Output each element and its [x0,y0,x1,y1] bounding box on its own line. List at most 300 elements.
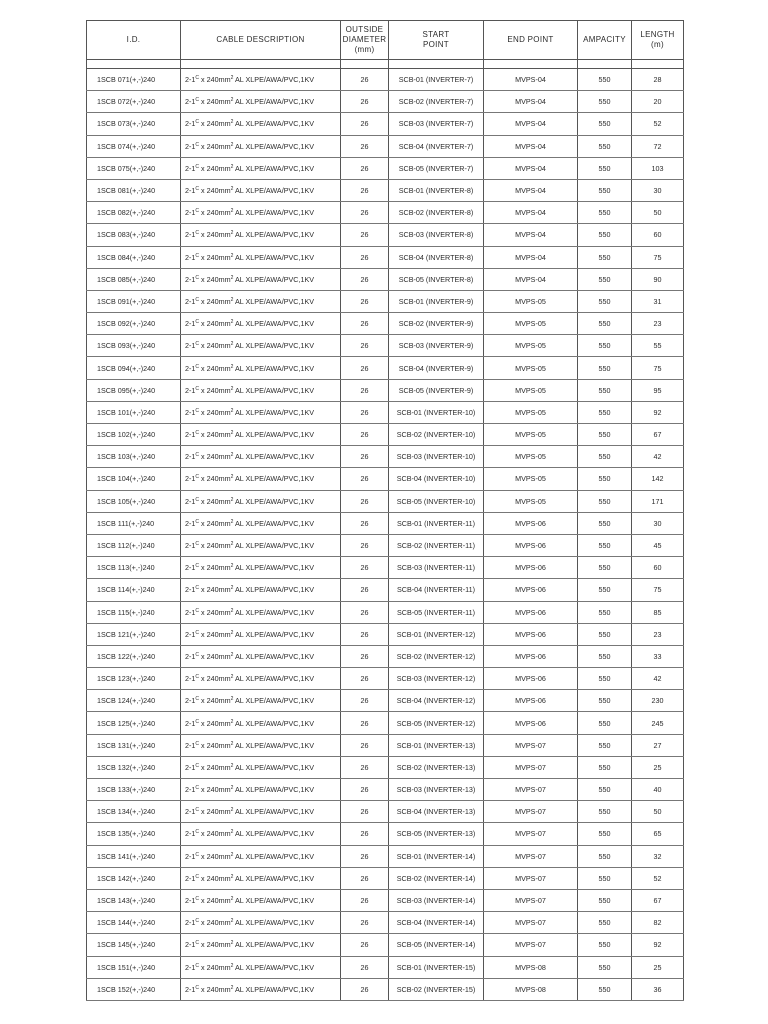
cable-description-cell: $2-1^C$ x $240mm^2$ AL XLPE/AWA/PVC,1KV [181,845,341,867]
outside-diameter-cell: 26 [341,756,389,778]
cable-description-cell: $2-1^C$ x $240mm^2$ AL XLPE/AWA/PVC,1KV [181,956,341,978]
table-row [87,956,684,978]
outside-diameter-cell: 26 [341,712,389,734]
outside-diameter-cell: 26 [341,734,389,756]
cable-id-cell: 1SCB 142(+,-)240 [87,867,181,889]
ampacity-cell: 550 [578,179,632,201]
end-point-cell: MVPS-05 [484,357,578,379]
cable-id-cell: 1SCB 145(+,-)240 [87,934,181,956]
start-point-cell: SCB-03 (INVERTER-8) [389,224,484,246]
table-row [87,579,684,601]
cable-description-cell: $2-1^C$ x $240mm^2$ AL XLPE/AWA/PVC,1KV [181,601,341,623]
length-cell: 60 [632,557,684,579]
ampacity-cell: 550 [578,978,632,1000]
length-cell: 25 [632,756,684,778]
outside-diameter-cell: 26 [341,335,389,357]
end-point-cell: MVPS-06 [484,645,578,667]
end-point-cell: MVPS-07 [484,889,578,911]
ampacity-cell: 550 [578,490,632,512]
cable-id-cell: 1SCB 075(+,-)240 [87,157,181,179]
cable-id-cell: 1SCB 144(+,-)240 [87,912,181,934]
ampacity-cell: 550 [578,579,632,601]
outside-diameter-cell: 26 [341,601,389,623]
start-point-cell: SCB-02 (INVERTER-11) [389,534,484,556]
cable-description-cell: $2-1^C$ x $240mm^2$ AL XLPE/AWA/PVC,1KV [181,889,341,911]
length-cell: 27 [632,734,684,756]
table-row [87,468,684,490]
length-cell: 95 [632,379,684,401]
outside-diameter-cell: 26 [341,645,389,667]
ampacity-cell: 550 [578,69,632,91]
outside-diameter-cell: 26 [341,801,389,823]
length-cell: 20 [632,91,684,113]
outside-diameter-cell: 26 [341,668,389,690]
start-point-cell: SCB-05 (INVERTER-11) [389,601,484,623]
cable-id-cell: 1SCB 084(+,-)240 [87,246,181,268]
ampacity-cell: 550 [578,690,632,712]
ampacity-cell: 550 [578,845,632,867]
cable-id-cell: 1SCB 122(+,-)240 [87,645,181,667]
cable-id-cell: 1SCB 125(+,-)240 [87,712,181,734]
outside-diameter-cell: 26 [341,978,389,1000]
end-point-cell: MVPS-05 [484,313,578,335]
start-point-cell: SCB-03 (INVERTER-9) [389,335,484,357]
length-cell: 92 [632,934,684,956]
table-row [87,335,684,357]
end-point-cell: MVPS-06 [484,668,578,690]
cable-id-cell: 1SCB 082(+,-)240 [87,202,181,224]
start-point-cell: SCB-02 (INVERTER-14) [389,867,484,889]
end-point-cell: MVPS-06 [484,579,578,601]
length-cell: 60 [632,224,684,246]
length-cell: 65 [632,823,684,845]
cable-description-cell: $2-1^C$ x $240mm^2$ AL XLPE/AWA/PVC,1KV [181,69,341,91]
ampacity-cell: 550 [578,202,632,224]
cable-description-cell: $2-1^C$ x $240mm^2$ AL XLPE/AWA/PVC,1KV [181,756,341,778]
ampacity-cell: 550 [578,557,632,579]
cable-description-cell: $2-1^C$ x $240mm^2$ AL XLPE/AWA/PVC,1KV [181,623,341,645]
cable-id-cell: 1SCB 093(+,-)240 [87,335,181,357]
cable-schedule-sheet [86,20,683,1001]
start-point-cell: SCB-05 (INVERTER-7) [389,157,484,179]
header-cable-description: CABLE DESCRIPTION [181,21,341,60]
length-cell: 31 [632,290,684,312]
length-cell: 50 [632,202,684,224]
end-point-cell: MVPS-07 [484,734,578,756]
length-cell: 28 [632,69,684,91]
table-row [87,779,684,801]
outside-diameter-cell: 26 [341,202,389,224]
outside-diameter-cell: 26 [341,290,389,312]
ampacity-cell: 550 [578,912,632,934]
start-point-cell: SCB-02 (INVERTER-7) [389,91,484,113]
cable-description-cell: $2-1^C$ x $240mm^2$ AL XLPE/AWA/PVC,1KV [181,645,341,667]
table-row [87,623,684,645]
start-point-cell: SCB-04 (INVERTER-11) [389,579,484,601]
cable-description-cell: $2-1^C$ x $240mm^2$ AL XLPE/AWA/PVC,1KV [181,934,341,956]
end-point-cell: MVPS-06 [484,712,578,734]
table-row [87,290,684,312]
cable-id-cell: 1SCB 104(+,-)240 [87,468,181,490]
table-row [87,357,684,379]
length-cell: 90 [632,268,684,290]
header-row [87,21,684,60]
start-point-cell: SCB-01 (INVERTER-15) [389,956,484,978]
ampacity-cell: 550 [578,401,632,423]
start-point-cell: SCB-02 (INVERTER-10) [389,424,484,446]
ampacity-cell: 550 [578,734,632,756]
start-point-cell: SCB-01 (INVERTER-7) [389,69,484,91]
cable-id-cell: 1SCB 133(+,-)240 [87,779,181,801]
table-row [87,845,684,867]
cable-description-cell: $2-1^C$ x $240mm^2$ AL XLPE/AWA/PVC,1KV [181,512,341,534]
start-point-cell: SCB-05 (INVERTER-14) [389,934,484,956]
ampacity-cell: 550 [578,534,632,556]
length-cell: 52 [632,113,684,135]
length-cell: 171 [632,490,684,512]
end-point-cell: MVPS-06 [484,557,578,579]
ampacity-cell: 550 [578,468,632,490]
end-point-cell: MVPS-04 [484,202,578,224]
length-cell: 142 [632,468,684,490]
length-cell: 103 [632,157,684,179]
cable-id-cell: 1SCB 112(+,-)240 [87,534,181,556]
cable-id-cell: 1SCB 141(+,-)240 [87,845,181,867]
ampacity-cell: 550 [578,512,632,534]
length-cell: 230 [632,690,684,712]
end-point-cell: MVPS-07 [484,756,578,778]
table-row [87,69,684,91]
start-point-cell: SCB-04 (INVERTER-7) [389,135,484,157]
start-point-cell: SCB-02 (INVERTER-12) [389,645,484,667]
end-point-cell: MVPS-05 [484,490,578,512]
start-point-cell: SCB-03 (INVERTER-11) [389,557,484,579]
outside-diameter-cell: 26 [341,779,389,801]
table-row [87,446,684,468]
length-cell: 23 [632,313,684,335]
table-row [87,712,684,734]
outside-diameter-cell: 26 [341,534,389,556]
start-point-cell: SCB-03 (INVERTER-12) [389,668,484,690]
end-point-cell: MVPS-04 [484,113,578,135]
outside-diameter-cell: 26 [341,179,389,201]
cable-description-cell: $2-1^C$ x $240mm^2$ AL XLPE/AWA/PVC,1KV [181,401,341,423]
ampacity-cell: 550 [578,801,632,823]
table-row [87,889,684,911]
end-point-cell: MVPS-05 [484,424,578,446]
cable-id-cell: 1SCB 095(+,-)240 [87,379,181,401]
cable-id-cell: 1SCB 131(+,-)240 [87,734,181,756]
length-cell: 30 [632,179,684,201]
table-row [87,135,684,157]
ampacity-cell: 550 [578,290,632,312]
cable-id-cell: 1SCB 074(+,-)240 [87,135,181,157]
start-point-cell: SCB-02 (INVERTER-15) [389,978,484,1000]
end-point-cell: MVPS-06 [484,534,578,556]
cable-id-cell: 1SCB 091(+,-)240 [87,290,181,312]
ampacity-cell: 550 [578,313,632,335]
start-point-cell: SCB-01 (INVERTER-10) [389,401,484,423]
start-point-cell: SCB-05 (INVERTER-12) [389,712,484,734]
start-point-cell: SCB-01 (INVERTER-14) [389,845,484,867]
length-cell: 82 [632,912,684,934]
length-cell: 52 [632,867,684,889]
end-point-cell: MVPS-05 [484,401,578,423]
outside-diameter-cell: 26 [341,246,389,268]
cable-description-cell: $2-1^C$ x $240mm^2$ AL XLPE/AWA/PVC,1KV [181,801,341,823]
header-spacer-row [87,60,684,69]
table-row [87,401,684,423]
cable-description-cell: $2-1^C$ x $240mm^2$ AL XLPE/AWA/PVC,1KV [181,179,341,201]
outside-diameter-cell: 26 [341,157,389,179]
cable-description-cell: $2-1^C$ x $240mm^2$ AL XLPE/AWA/PVC,1KV [181,823,341,845]
end-point-cell: MVPS-07 [484,779,578,801]
ampacity-cell: 550 [578,645,632,667]
end-point-cell: MVPS-04 [484,69,578,91]
cable-id-cell: 1SCB 102(+,-)240 [87,424,181,446]
end-point-cell: MVPS-08 [484,956,578,978]
cable-description-cell: $2-1^C$ x $240mm^2$ AL XLPE/AWA/PVC,1KV [181,779,341,801]
end-point-cell: MVPS-07 [484,845,578,867]
ampacity-cell: 550 [578,446,632,468]
end-point-cell: MVPS-04 [484,91,578,113]
table-row [87,224,684,246]
end-point-cell: MVPS-06 [484,690,578,712]
table-row [87,179,684,201]
start-point-cell: SCB-02 (INVERTER-9) [389,313,484,335]
ampacity-cell: 550 [578,889,632,911]
end-point-cell: MVPS-07 [484,801,578,823]
cable-id-cell: 1SCB 123(+,-)240 [87,668,181,690]
start-point-cell: SCB-01 (INVERTER-9) [389,290,484,312]
table-row [87,557,684,579]
outside-diameter-cell: 26 [341,468,389,490]
table-row [87,113,684,135]
end-point-cell: MVPS-07 [484,934,578,956]
end-point-cell: MVPS-06 [484,623,578,645]
length-cell: 45 [632,534,684,556]
length-cell: 75 [632,357,684,379]
outside-diameter-cell: 26 [341,490,389,512]
cable-id-cell: 1SCB 094(+,-)240 [87,357,181,379]
cable-description-cell: $2-1^C$ x $240mm^2$ AL XLPE/AWA/PVC,1KV [181,268,341,290]
table-row [87,379,684,401]
header-outside-diameter: OUTSIDE DIAMETER (mm) [341,21,389,60]
table-row [87,268,684,290]
end-point-cell: MVPS-05 [484,290,578,312]
outside-diameter-cell: 26 [341,934,389,956]
length-cell: 32 [632,845,684,867]
table-row [87,424,684,446]
outside-diameter-cell: 26 [341,867,389,889]
cable-description-cell: $2-1^C$ x $240mm^2$ AL XLPE/AWA/PVC,1KV [181,579,341,601]
cable-description-cell: $2-1^C$ x $240mm^2$ AL XLPE/AWA/PVC,1KV [181,91,341,113]
length-cell: 75 [632,246,684,268]
table-row [87,202,684,224]
outside-diameter-cell: 26 [341,268,389,290]
table-row [87,978,684,1000]
cable-description-cell: $2-1^C$ x $240mm^2$ AL XLPE/AWA/PVC,1KV [181,734,341,756]
outside-diameter-cell: 26 [341,379,389,401]
cable-description-cell: $2-1^C$ x $240mm^2$ AL XLPE/AWA/PVC,1KV [181,490,341,512]
end-point-cell: MVPS-08 [484,978,578,1000]
cable-description-cell: $2-1^C$ x $240mm^2$ AL XLPE/AWA/PVC,1KV [181,135,341,157]
length-cell: 23 [632,623,684,645]
length-cell: 42 [632,446,684,468]
start-point-cell: SCB-01 (INVERTER-13) [389,734,484,756]
ampacity-cell: 550 [578,424,632,446]
cable-description-cell: $2-1^C$ x $240mm^2$ AL XLPE/AWA/PVC,1KV [181,978,341,1000]
cable-id-cell: 1SCB 081(+,-)240 [87,179,181,201]
ampacity-cell: 550 [578,712,632,734]
outside-diameter-cell: 26 [341,557,389,579]
cable-id-cell: 1SCB 143(+,-)240 [87,889,181,911]
cable-description-cell: $2-1^C$ x $240mm^2$ AL XLPE/AWA/PVC,1KV [181,157,341,179]
cable-id-cell: 1SCB 124(+,-)240 [87,690,181,712]
start-point-cell: SCB-04 (INVERTER-8) [389,246,484,268]
table-row [87,246,684,268]
start-point-cell: SCB-03 (INVERTER-7) [389,113,484,135]
cable-id-cell: 1SCB 073(+,-)240 [87,113,181,135]
cable-description-cell: $2-1^C$ x $240mm^2$ AL XLPE/AWA/PVC,1KV [181,712,341,734]
cable-id-cell: 1SCB 072(+,-)240 [87,91,181,113]
ampacity-cell: 550 [578,357,632,379]
ampacity-cell: 550 [578,268,632,290]
outside-diameter-cell: 26 [341,889,389,911]
table-row [87,867,684,889]
end-point-cell: MVPS-04 [484,268,578,290]
end-point-cell: MVPS-04 [484,246,578,268]
table-row [87,313,684,335]
outside-diameter-cell: 26 [341,91,389,113]
cable-id-cell: 1SCB 132(+,-)240 [87,756,181,778]
cable-id-cell: 1SCB 071(+,-)240 [87,69,181,91]
cable-description-cell: $2-1^C$ x $240mm^2$ AL XLPE/AWA/PVC,1KV [181,113,341,135]
start-point-cell: SCB-01 (INVERTER-11) [389,512,484,534]
end-point-cell: MVPS-07 [484,823,578,845]
start-point-cell: SCB-05 (INVERTER-8) [389,268,484,290]
end-point-cell: MVPS-04 [484,157,578,179]
cable-id-cell: 1SCB 085(+,-)240 [87,268,181,290]
end-point-cell: MVPS-07 [484,867,578,889]
cable-id-cell: 1SCB 121(+,-)240 [87,623,181,645]
outside-diameter-cell: 26 [341,623,389,645]
cable-id-cell: 1SCB 113(+,-)240 [87,557,181,579]
ampacity-cell: 550 [578,224,632,246]
length-cell: 33 [632,645,684,667]
outside-diameter-cell: 26 [341,912,389,934]
cable-description-cell: $2-1^C$ x $240mm^2$ AL XLPE/AWA/PVC,1KV [181,313,341,335]
table-row [87,734,684,756]
start-point-cell: SCB-05 (INVERTER-9) [389,379,484,401]
ampacity-cell: 550 [578,823,632,845]
start-point-cell: SCB-02 (INVERTER-13) [389,756,484,778]
length-cell: 67 [632,424,684,446]
length-cell: 55 [632,335,684,357]
ampacity-cell: 550 [578,91,632,113]
cable-description-cell: $2-1^C$ x $240mm^2$ AL XLPE/AWA/PVC,1KV [181,224,341,246]
table-row [87,512,684,534]
outside-diameter-cell: 26 [341,446,389,468]
table-row [87,490,684,512]
length-cell: 36 [632,978,684,1000]
length-cell: 245 [632,712,684,734]
table-row [87,157,684,179]
ampacity-cell: 550 [578,379,632,401]
start-point-cell: SCB-04 (INVERTER-12) [389,690,484,712]
cable-description-cell: $2-1^C$ x $240mm^2$ AL XLPE/AWA/PVC,1KV [181,424,341,446]
header-id: I.D. [87,21,181,60]
header-ampacity: AMPACITY [578,21,632,60]
ampacity-cell: 550 [578,668,632,690]
cable-description-cell: $2-1^C$ x $240mm^2$ AL XLPE/AWA/PVC,1KV [181,912,341,934]
cable-description-cell: $2-1^C$ x $240mm^2$ AL XLPE/AWA/PVC,1KV [181,246,341,268]
start-point-cell: SCB-05 (INVERTER-13) [389,823,484,845]
start-point-cell: SCB-05 (INVERTER-10) [389,490,484,512]
start-point-cell: SCB-01 (INVERTER-8) [389,179,484,201]
ampacity-cell: 550 [578,867,632,889]
cable-description-cell: $2-1^C$ x $240mm^2$ AL XLPE/AWA/PVC,1KV [181,534,341,556]
outside-diameter-cell: 26 [341,956,389,978]
cable-id-cell: 1SCB 114(+,-)240 [87,579,181,601]
cable-id-cell: 1SCB 105(+,-)240 [87,490,181,512]
ampacity-cell: 550 [578,157,632,179]
outside-diameter-cell: 26 [341,401,389,423]
length-cell: 50 [632,801,684,823]
length-cell: 40 [632,779,684,801]
length-cell: 25 [632,956,684,978]
length-cell: 75 [632,579,684,601]
table-row [87,801,684,823]
outside-diameter-cell: 26 [341,224,389,246]
cable-description-cell: $2-1^C$ x $240mm^2$ AL XLPE/AWA/PVC,1KV [181,357,341,379]
start-point-cell: SCB-04 (INVERTER-14) [389,912,484,934]
table-row [87,91,684,113]
table-row [87,690,684,712]
ampacity-cell: 550 [578,779,632,801]
length-cell: 30 [632,512,684,534]
table-row [87,668,684,690]
length-cell: 92 [632,401,684,423]
end-point-cell: MVPS-05 [484,446,578,468]
cable-description-cell: $2-1^C$ x $240mm^2$ AL XLPE/AWA/PVC,1KV [181,690,341,712]
ampacity-cell: 550 [578,113,632,135]
table-row [87,823,684,845]
end-point-cell: MVPS-04 [484,224,578,246]
cable-id-cell: 1SCB 111(+,-)240 [87,512,181,534]
length-cell: 42 [632,668,684,690]
header-end-point: END POINT [484,21,578,60]
start-point-cell: SCB-01 (INVERTER-12) [389,623,484,645]
cable-id-cell: 1SCB 135(+,-)240 [87,823,181,845]
outside-diameter-cell: 26 [341,69,389,91]
start-point-cell: SCB-03 (INVERTER-14) [389,889,484,911]
cable-description-cell: $2-1^C$ x $240mm^2$ AL XLPE/AWA/PVC,1KV [181,202,341,224]
table-row [87,601,684,623]
end-point-cell: MVPS-04 [484,135,578,157]
header-length: LENGTH (m) [632,21,684,60]
end-point-cell: MVPS-05 [484,335,578,357]
ampacity-cell: 550 [578,756,632,778]
cable-id-cell: 1SCB 115(+,-)240 [87,601,181,623]
start-point-cell: SCB-03 (INVERTER-10) [389,446,484,468]
end-point-cell: MVPS-05 [484,379,578,401]
cable-id-cell: 1SCB 151(+,-)240 [87,956,181,978]
cable-id-cell: 1SCB 092(+,-)240 [87,313,181,335]
table-row [87,645,684,667]
ampacity-cell: 550 [578,135,632,157]
table-row [87,756,684,778]
